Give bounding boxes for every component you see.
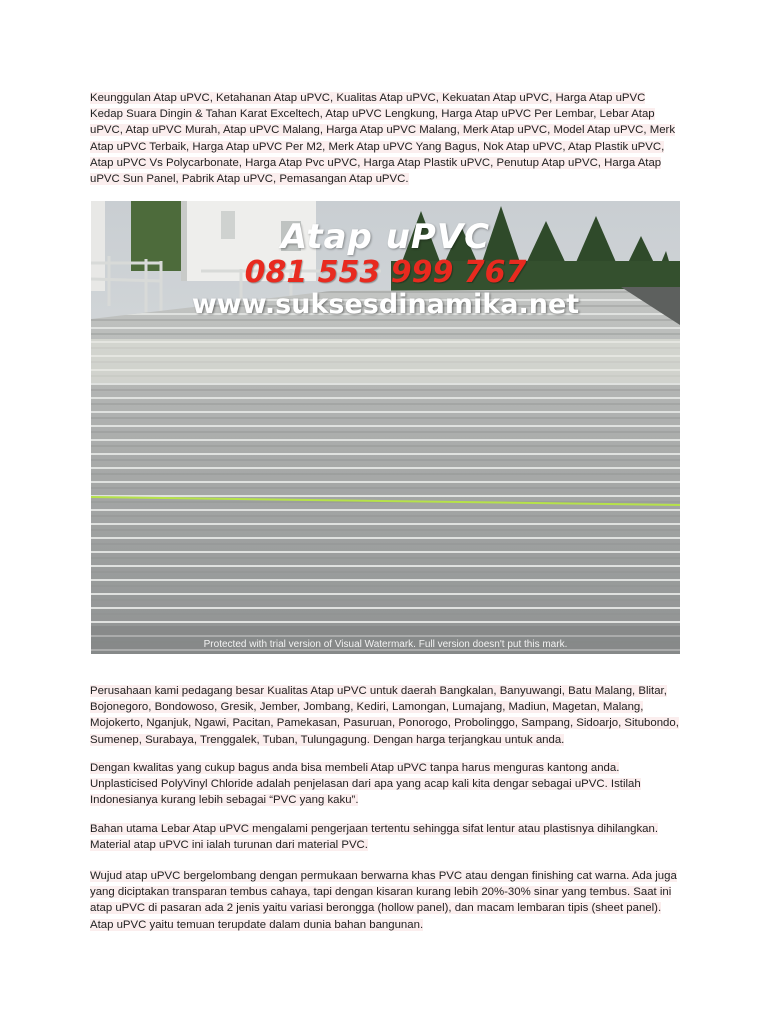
form-text: Wujud atap uPVC bergelombang dengan permukaan berwarna khas PVC atau dengan finishing cat warna. Ada juga yang diciptakan transparan tembus cahaya, tapi dengan kisaran kurang lebih 20%-30% sinar yang tembus. Saat ini atap uPVC di pasaran ada 2 jenis yaitu variasi berongga (hollow panel), dan macam lembaran tipis (sheet panel). Atap uPVC yaitu temuan terupdate dalam dunia bahan bangunan.: [90, 870, 677, 931]
company-paragraph: [90, 683, 680, 748]
trial-watermark-notice: Protected with trial version of Visual Watermark. Full version doesn't put this mark.: [203, 639, 568, 650]
roof-photo: [91, 201, 680, 654]
keywords-text: Keunggulan Atap uPVC, Ketahanan Atap uPVC, Kualitas Atap uPVC, Kekuatan Atap uPVC, Harga Atap uPVC Kedap Suara Dingin & Tahan Karat Exceltech, Atap uPVC Lengkung, Harga Atap uPVC Per Lembar, Lebar Atap uPVC, Atap uPVC Murah, Atap uPVC Malang, Harga Atap uPVC Malang, Merk Atap uPVC, Model Atap uPVC, Merk Atap uPVC Terbaik, Harga Atap uPVC Per M2, Merk Atap uPVC Yang Bagus, Nok Atap uPVC, Atap Plastik uPVC, Atap uPVC Vs Polycarbonate, Harga Atap Pvc uPVC, Harga Atap Plastik uPVC, Penutup Atap uPVC, Harga Atap uPVC Sun Panel, Pabrik Atap uPVC, Pemasangan Atap uPVC.: [90, 92, 676, 186]
watermark-phone: 081 553 999 767: [244, 255, 527, 290]
form-paragraph: [90, 868, 680, 933]
quality-paragraph: [90, 760, 680, 809]
keywords-paragraph: [90, 90, 680, 187]
quality-text: Dengan kwalitas yang cukup bagus anda bisa membeli Atap uPVC tanpa harus menguras kantong anda. Unplasticised PolyVinyl Chloride adalah penjelasan dari apa yang acap kali kita dengar sebagai uPVC. Istilah Indonesianya kurang lebih sebagai “PVC yang kaku”.: [90, 762, 641, 807]
company-text: Perusahaan kami pedagang besar Kualitas Atap uPVC untuk daerah Bangkalan, Banyuwangi, Batu Malang, Blitar, Bojonegoro, Bondowoso, Gresik, Jember, Jombang, Kediri, Lamongan, Lumajang, Madiun, Magetan, Malang, Mojokerto, Nganjuk, Ngawi, Pacitan, Pamekasan, Pasuruan, Ponorogo, Probolinggo, Sampang, Sidoarjo, Situbondo, Sumenep, Surabaya, Trenggalek, Tuban, Tulungagung. Dengan harga terjangkau untuk anda.: [90, 685, 679, 746]
material-text: Bahan utama Lebar Atap uPVC mengalami pengerjaan tertentu sehingga sifat lentur atau plastisnya dihilangkan. Material atap uPVC ini ialah turunan dari material PVC.: [90, 823, 659, 852]
watermark-url: www.suksesdinamika.net: [191, 289, 580, 320]
watermark-title: Atap uPVC: [280, 217, 491, 257]
material-paragraph: [90, 821, 680, 853]
